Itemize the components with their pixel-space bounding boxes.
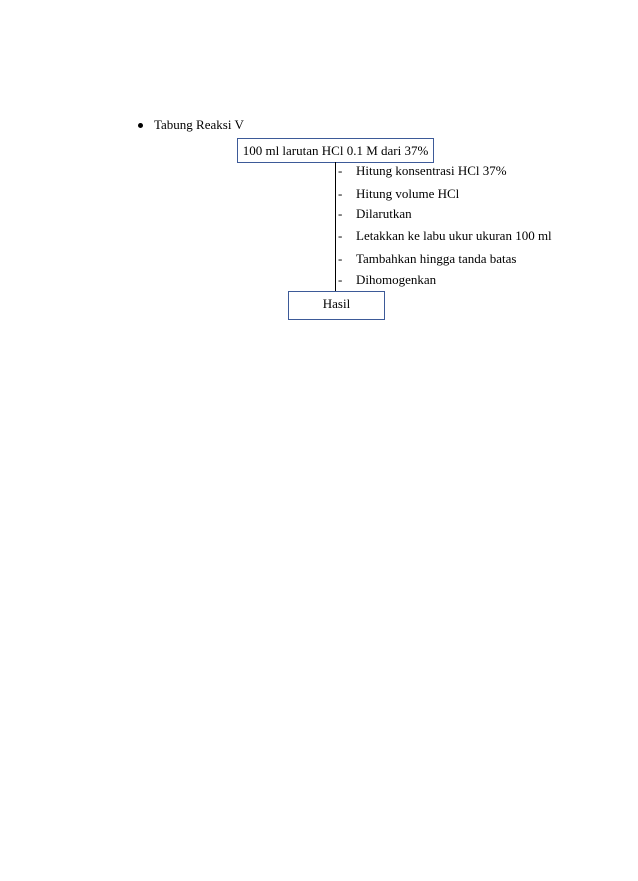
step-label: Letakkan ke labu ukur ukuran 100 ml [356, 228, 552, 243]
bullet-item [138, 117, 244, 133]
bullet-label: Tabung Reaksi V [154, 117, 244, 132]
flow-step-3 [338, 206, 412, 222]
flow-step-5 [338, 251, 516, 267]
step-marker: - [338, 206, 343, 221]
flow-connector-line [335, 162, 336, 291]
step-label: Dilarutkan [356, 206, 412, 221]
flow-step-1 [338, 163, 507, 179]
step-label: Tambahkan hingga tanda batas [356, 251, 517, 266]
step-marker: - [338, 272, 343, 287]
step-marker: - [338, 228, 343, 243]
flow-step-2 [338, 186, 459, 202]
flow-step-6 [338, 272, 436, 288]
step-label: Hitung konsentrasi HCl 37% [356, 163, 507, 178]
flow-step-4 [338, 228, 552, 244]
step-label: Hitung volume HCl [356, 186, 460, 201]
flow-end-box: Hasil [288, 291, 385, 320]
step-marker: - [338, 186, 343, 201]
bullet-dot-icon [138, 123, 143, 128]
flow-start-box: 100 ml larutan HCl 0.1 M dari 37% [237, 138, 434, 163]
step-label: Dihomogenkan [356, 272, 437, 287]
step-marker: - [338, 251, 343, 266]
step-marker: - [338, 163, 343, 178]
